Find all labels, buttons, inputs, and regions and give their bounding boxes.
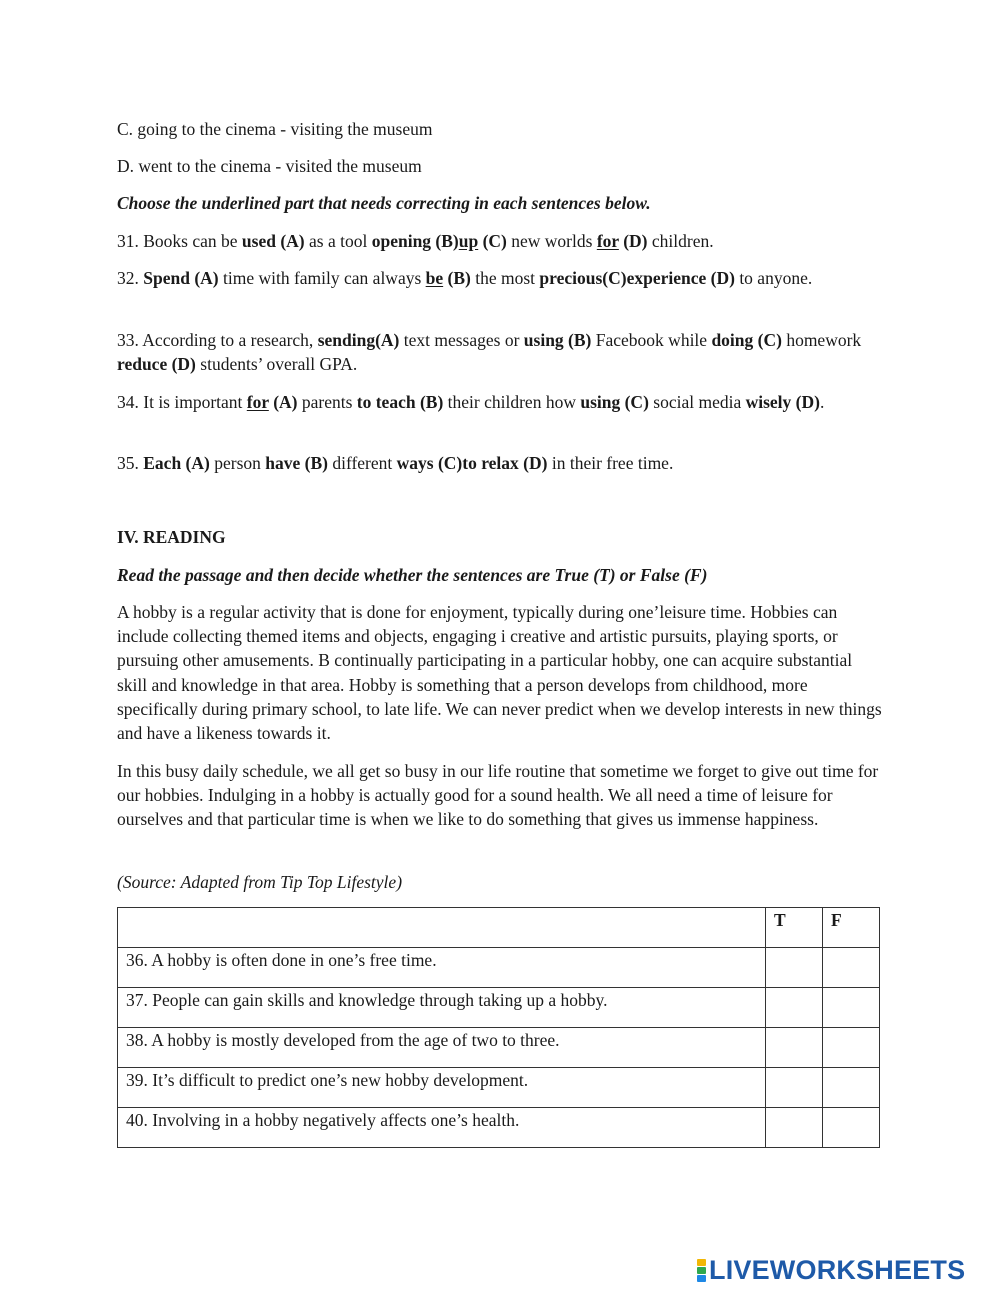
table-row	[118, 948, 880, 988]
answer-cell-t-37[interactable]	[766, 988, 823, 1028]
answer-cell-f-40[interactable]	[823, 1108, 880, 1148]
statement-40: 40. Involving in a hobby negatively affects one’s health.	[118, 1108, 766, 1148]
logo-blocks-icon	[697, 1259, 706, 1282]
error-instruction: Choose the underlined part that needs correcting in each sentences below.	[117, 193, 651, 213]
option-c: C. going to the cinema - visiting the museum	[117, 119, 433, 139]
passage-source: (Source: Adapted from Tip Top Lifestyle)	[117, 872, 403, 892]
true-false-table	[117, 907, 880, 1148]
passage-paragraph-2: In this busy daily schedule, we all get so busy in our life routine that sometime we forget to give out time for our hobbies. Indulging in a hobby is actually good for a sound health. We all need a time of leisure for ourselves and that particular time is when we like to do something that gives us immense happiness.	[117, 761, 879, 830]
liveworksheets-logo	[697, 1253, 965, 1287]
question-35: 35. Each (A) person have (B) different ways (C)to relax (D) in their free time.	[117, 453, 674, 473]
table-header-row	[118, 908, 880, 948]
option-d: D. went to the cinema - visited the museum	[117, 156, 422, 176]
false-header: F	[823, 908, 880, 948]
logo-text: LIVEWORKSHEETS	[709, 1254, 966, 1285]
statement-39: 39. It’s difficult to predict one’s new hobby development.	[118, 1068, 766, 1108]
answer-cell-t-39[interactable]	[766, 1068, 823, 1108]
question-33: 33. According to a research, sending(A) text messages or using (B) Facebook while doing (C) homework reduce (D) students’ overall GPA.	[117, 330, 862, 375]
statement-36: 36. A hobby is often done in one’s free time.	[118, 948, 766, 988]
reading-instruction: Read the passage and then decide whether the sentences are True (T) or False (F)	[117, 565, 708, 585]
answer-cell-t-36[interactable]	[766, 948, 823, 988]
table-row	[118, 988, 880, 1028]
question-31: 31. Books can be used (A) as a tool opening (B)up (C) new worlds for (D) children.	[117, 231, 714, 251]
answer-cell-t-40[interactable]	[766, 1108, 823, 1148]
statement-37: 37. People can gain skills and knowledge through taking up a hobby.	[118, 988, 766, 1028]
true-header: T	[766, 908, 823, 948]
answer-cell-f-37[interactable]	[823, 988, 880, 1028]
table-row	[118, 1028, 880, 1068]
reading-heading: IV. READING	[117, 527, 226, 547]
statement-38: 38. A hobby is mostly developed from the age of two to three.	[118, 1028, 766, 1068]
table-row	[118, 1068, 880, 1108]
answer-cell-f-38[interactable]	[823, 1028, 880, 1068]
answer-cell-t-38[interactable]	[766, 1028, 823, 1068]
table-row	[118, 1108, 880, 1148]
question-34: 34. It is important for (A) parents to teach (B) their children how using (C) social media wisely (D).	[117, 392, 825, 412]
passage-paragraph-1: A hobby is a regular activity that is done for enjoyment, typically during one’leisure time. Hobbies can include collecting themed items and objects, engaging i creative and artistic pursuits, playing sports, or pursuing other amusements. B continually participating in a particular hobby, one can acquire substantial skill and knowledge in that area. Hobby is something that a person develops from childhood, more specifically during primary school, to late life. We can never predict when we develop interests in new things and have a likeness towards it.	[117, 602, 882, 744]
answer-cell-f-36[interactable]	[823, 948, 880, 988]
question-32: 32. Spend (A) time with family can always be (B) the most precious(C)experience (D) to anyone.	[117, 268, 813, 288]
answer-cell-f-39[interactable]	[823, 1068, 880, 1108]
statement-header	[118, 908, 766, 948]
